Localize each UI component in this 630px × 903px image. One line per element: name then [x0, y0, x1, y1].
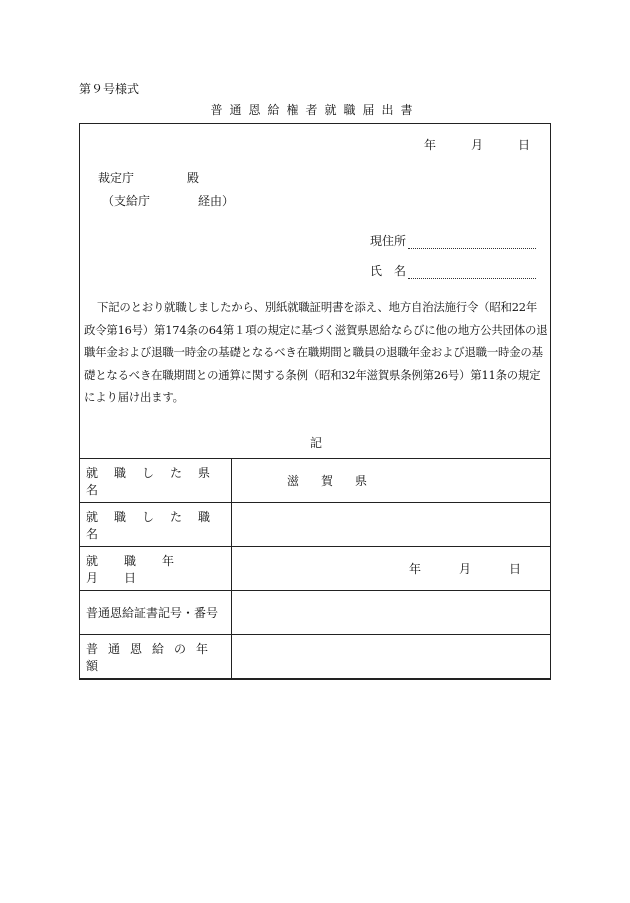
- date-year-label: 年: [423, 138, 436, 152]
- addressee: [98, 169, 199, 186]
- details-table: [79, 458, 551, 679]
- employment-date-value: [232, 560, 550, 577]
- submission-date: [424, 136, 530, 153]
- emp-month-label: 月: [458, 562, 471, 576]
- table-row: [80, 635, 551, 679]
- row-label: [80, 459, 232, 503]
- form-title: 普通恩給権者就職届出書: [210, 103, 420, 117]
- name-row: [370, 262, 536, 279]
- name-label-1: 氏: [370, 264, 383, 278]
- table-row: [80, 591, 551, 635]
- employment-date-label: 就職年月日: [86, 553, 201, 585]
- annual-amount-cell[interactable]: [232, 635, 551, 679]
- via-open: （支給庁: [102, 194, 151, 208]
- prefecture-value: 滋賀県: [287, 474, 390, 488]
- date-month-label: 月: [470, 138, 483, 152]
- via-office: [102, 192, 234, 209]
- body-text: 下記のとおり就職しましたから、別紙就職証明書を添え、地方自治法施行令（昭和22年政令第16号）第174条の64第１項の規定に基づく滋賀県恩給ならびに他の地方公共団体の退職年金および退職一時金の基礎となるべき在職期間と職員の退職年金および退職一時金の基礎となるべき在職期間との通算に関する条例（昭和32年滋賀県条例第26号）第11条の規定により届け出ます。: [84, 300, 548, 404]
- addressee-label: 裁定庁: [98, 171, 135, 185]
- emp-day-label: 日: [508, 562, 521, 576]
- date-day-label: 日: [517, 138, 530, 152]
- address-label: 現住所: [370, 234, 407, 248]
- row-label: [80, 547, 232, 591]
- position-label: 就職した職名: [86, 509, 227, 541]
- row-label: [80, 591, 232, 635]
- ki-heading: 記: [309, 436, 322, 450]
- address-row: [370, 232, 536, 249]
- emp-year-label: 年: [408, 562, 421, 576]
- name-label-2: 名: [394, 264, 407, 278]
- via-close: 経由）: [198, 194, 235, 208]
- row-label: [80, 635, 232, 679]
- honorific: 殿: [187, 171, 200, 185]
- annual-amount-label: 普通恩給の年額: [86, 641, 219, 673]
- certificate-number-label: 普通恩給証書記号・番号: [86, 606, 219, 620]
- prefecture-cell[interactable]: [232, 459, 551, 503]
- table-row: [80, 547, 551, 591]
- position-cell[interactable]: [232, 503, 551, 547]
- table-row: [80, 459, 551, 503]
- row-label: [80, 503, 232, 547]
- table-row: [80, 503, 551, 547]
- prefecture-label: 就職した県名: [86, 465, 227, 497]
- form-frame: [79, 123, 551, 680]
- form-number: 第９号様式: [79, 82, 140, 96]
- name-field[interactable]: [408, 266, 536, 279]
- address-field[interactable]: [408, 236, 536, 249]
- employment-date-cell[interactable]: [232, 547, 551, 591]
- certificate-number-cell[interactable]: [232, 591, 551, 635]
